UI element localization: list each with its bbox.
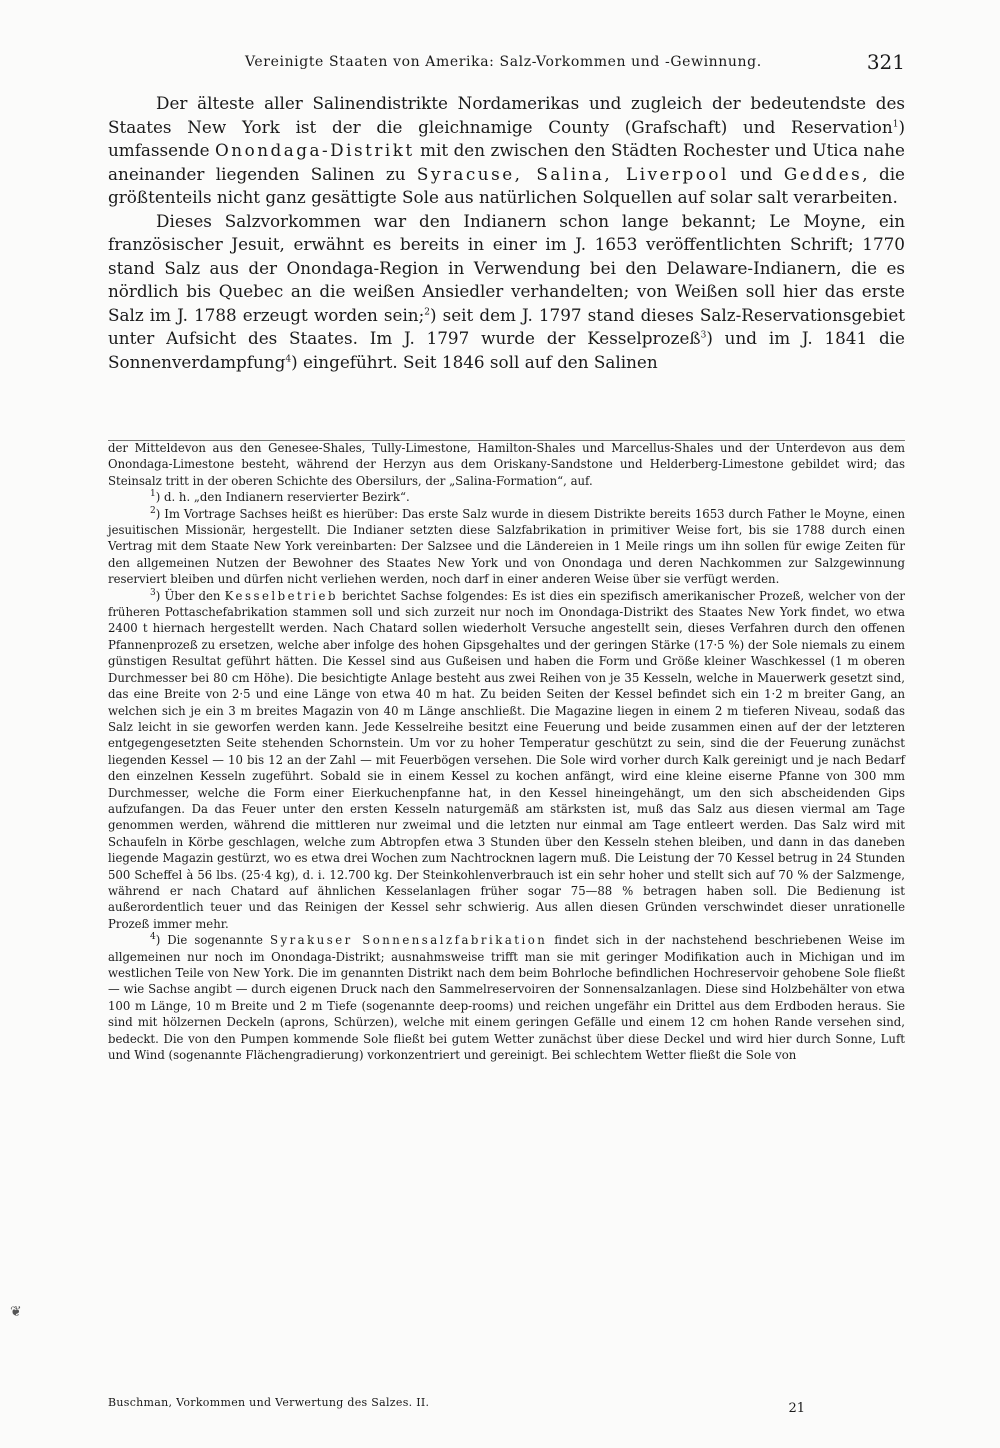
sheet-signature: Buschman, Vorkommen und Verwertung des Salzes. II. — [108, 1396, 430, 1409]
text-run: ) Die sogenannte — [155, 933, 270, 948]
spaced-term: Geddes — [783, 163, 863, 184]
text-run: Der älteste aller Salinendistrikte Nordamerikas und zugleich der bedeutendste des Staates New York ist der die gleichnamige County (Grafschaft) und Reservation — [108, 93, 905, 137]
footnote-ref-3: 3 — [700, 330, 707, 341]
footnote-2 — [108, 506, 905, 588]
spaced-term: Kesselbetrieb — [224, 588, 338, 603]
text-run: ) Über den — [155, 588, 225, 603]
paragraph-history — [108, 210, 905, 375]
footnote-ref-2: 2 — [424, 306, 431, 317]
spaced-term: Syracuse, Salina, Liverpool — [416, 163, 729, 184]
running-title: Vereinigte Staaten von Amerika: Salz-Vorkommen und -Gewinnung. — [245, 54, 762, 70]
page-footer — [108, 1396, 905, 1426]
text-run: ) eingeführt. Seit 1846 soll auf den Salinen — [291, 351, 658, 372]
text-run: ) seit dem J. 1797 stand dieses Salz-Reservationsgebiet unter Aufsicht des Staates. Im J. 1797 wurde der Kesselprozeß — [108, 304, 905, 348]
text-run: und — [728, 163, 784, 184]
footnote-mark: 3 — [150, 587, 156, 598]
text-run: ) Im Vortrage Sachses heißt es hierüber: Das erste Salz wurde in diesem Distrikte bereits 1653 durch Father le Moyne, einen jesuitischen Missionär, hergestellt. Die Indianer setzten diese Salzfabrikation in primitiver Weise fort, bis sie 1788 durch einen Vertrag mit dem Staate New York vereinbarten: Der Salzsee und die Ländereien in 1 Meile rings um ihn sollen für ewige Zeiten für den allgemeinen Nutzen der Bewohner des Staates New York und von Onondaga und deren Nachkommen zur Salzgewinnung reserviert bleiben und dürfen nicht verliehen werden, noch darf in einer anderen Weise über sie verfügt werden. — [108, 506, 905, 587]
footnote-mark: 1 — [150, 489, 156, 500]
footnote-4 — [108, 932, 905, 1063]
footnote-1 — [108, 489, 905, 505]
spaced-term: Syrakuser Sonnensalzfabrikation — [269, 933, 548, 948]
text-run: ) umfassende — [108, 116, 905, 160]
text-run: ) und im J. 1841 die Sonnenverdampfung — [108, 328, 905, 372]
footnote-ref-1: 1 — [892, 118, 899, 129]
text-run: Dieses Salzvorkommen war den Indianern schon lange bekannt; Le Moyne, ein französischer Jesuit, erwähnt es bereits in einer im J. 1653 veröffentlichten Schrift; 1770 stand Salz aus der Onondaga-Region in Verwendung bei den Delaware-Indianern, die es nördlich bis Quebec an die weißen Ansiedler verhandelten; von Weißen soll hier das erste Salz im J. 1788 erzeugt worden sein; — [108, 210, 905, 325]
page-number: 321 — [866, 50, 905, 74]
spaced-term: Onondaga-Distrikt — [215, 140, 415, 160]
page-header — [110, 50, 905, 80]
footnote-3 — [108, 588, 905, 933]
footnote-mark: 4 — [150, 932, 156, 943]
text-run: , die größtenteils nicht ganz gesättigte Sole aus natürlichen Solquellen auf solar salt verarbeiten. — [108, 163, 905, 207]
text-run: mit den zwischen den Städten Rochester und Utica nahe aneinander liegenden Salinen zu — [108, 140, 905, 184]
paragraph-onondaga-district — [108, 92, 905, 210]
footnote-continuation: der Mitteldevon aus den Genesee-Shales, Tully-Limestone, Hamilton-Shales und Marcellus-Shales und der Unterdevon aus dem Onondaga-Limestone besteht, während der Herzyn aus dem Oriskany-Sandstone und Helderberg-Limestone gebildet wird; das Steinsalz tritt in der oberen Schichte des Obersilurs, der „Salina-Formation“, auf. — [108, 441, 905, 488]
text-run: findet sich in der nachstehend beschriebenen Weise im allgemeinen nur noch im Onondaga-Distrikt; ausnahmsweise trifft man sie mit geringer Modifikation auch in Michigan und im westlichen Teile von New York. Die im genannten Distrikt nach dem beim Bohrloche befindlichen Hochreservoir gehobene Sole fließt — wie Sachse angibt — durch eigenen Druck nach den Sammelreservoiren der Sonnensalzanlagen. Diese sind Holzbehälter von etwa 100 m Länge, 10 m Breite und 2 m Tiefe (sogenannte deep-rooms) und reichen ungefähr ein Drittel aus dem Erdboden heraus. Sie sind mit hölzernen Deckeln (aprons, Schürzen), welche mit einem geringen Gefälle und einem 12 cm hohen Rande versehen sind, bedeckt. Die von den Pumpen kommende Sole fließt bei gutem Wetter zunächst über diese Deckel und wird hier durch Sonne, Luft und Wind (sogenannte Flächengradierung) vorkonzentriert und gereinigt. Bei schlechtem Wetter fließt die Sole von — [108, 933, 906, 1063]
text-run: ) d. h. „den Indianern reservierter Bezirk“. — [155, 490, 410, 505]
main-text — [108, 92, 905, 374]
footnote-ref-4: 4 — [285, 353, 292, 364]
text-run: berichtet Sachse folgendes: Es ist dies ein spezifisch amerikanischer Prozeß, welcher von der früheren Pottaschefabrikation stammen soll und sich zurzeit nur noch im Onondaga-Distrikt des Staates New York findet, wo etwa 2400 t hiernach hergestellt werden. Nach Chatard sollen wiederholt Versuche angestellt sein, dieses Verfahren durch den offenen Pfannenprozeß zu ersetzen, welche aber infolge des hohen Gipsgehaltes und der geringen Stärke (17·5 %) der Sole niemals zu einem günstigen Resultat geführt hätten. Die Kessel sind aus Gußeisen und haben die Form und Größe kleiner Waschkessel (1 m oberen Durchmesser bei 80 cm Höhe). Die besichtigte Anlage besteht aus zwei Reihen von je 35 Kesseln, welche in Mauerwerk gesetzt sind, das eine Breite von 2·5 und eine Länge von etwa 40 m hat. Zu beiden Seiten der Kessel befindet sich ein 1·2 m breiter Gang, an welchen sich je ein 3 m breites Magazin von 40 m Länge anschließt. Die Magazine liegen in einem 2 m tieferen Niveau, sodaß das Salz leicht in sie geworfen werden kann. Jede Kesselreihe besitzt eine Feuerung und beide zusammen einen auf der der letzteren entgegengesetzten Seite stehenden Schornstein. Um vor zu hoher Temperatur geschützt zu sein, sind die der Feuerung zunächst liegenden Kessel — 10 bis 12 an der Zahl — mit Feuerbögen versehen. Die Sole wird vorher durch Kalk gereinigt und je nach Bedarf den einzelnen Kesseln zugeführt. Sobald sie in einem Kessel zu kochen anfängt, wird eine kleine eiserne Pfanne von 300 mm Durchmesser, welche die Form einer Eierkuchenpfanne hat, in den Kessel hineingehängt, um den sich abscheidenden Gips aufzufangen. Da das Feuer unter den ersten Kesseln naturgemäß am stärksten ist, muß das Salz aus diesen viermal am Tage genommen werden, während die mittleren nur zweimal und die letzten nur einmal am Tage entleert werden. Das Salz wird mit Schaufeln in Körbe geschlagen, welche zum Abtropfen etwa 3 Stunden über den Kesseln stehen bleiben, und dann in das daneben liegende Magazin gestürzt, wo es etwa drei Wochen zum Nachtrocknen lagern muß. Die Leistung der 70 Kessel betrug in 24 Stunden 500 Scheffel à 56 lbs. (25·4 kg), d. i. 12.700 kg. Der Steinkohlenverbrauch ist ein sehr hoher und stellt sich auf 70 % der Salzmenge, während er nach Chatard auf ähnlichen Kesselanlagen früher sogar 75—88 % betragen haben soll. Die Bedienung ist außerordentlich teuer und das Reinigen der Kessel sehr schwierig. Aus allen diesen Gründen verschwindet dieser unrationelle Prozeß immer mehr. — [108, 588, 905, 931]
footnotes — [108, 440, 905, 1063]
footnote-mark: 2 — [150, 505, 156, 516]
sheet-number: 21 — [788, 1401, 805, 1416]
margin-mark: ❦ — [10, 1304, 22, 1320]
